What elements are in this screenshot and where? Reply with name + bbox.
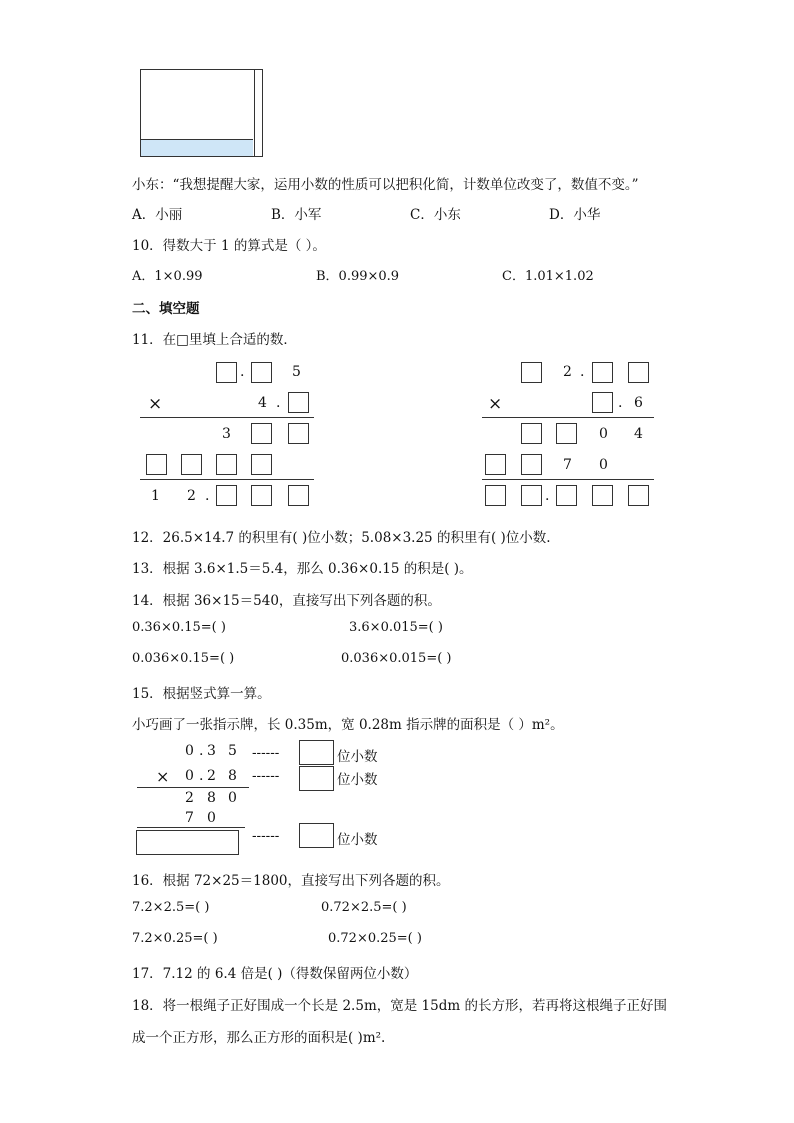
q10-option-b[interactable]: B．0.99×0.9 [316,269,400,284]
times-sign: × [488,394,503,414]
dash-leader: ------ [252,768,280,784]
q18-line2: 成一个正方形，那么正方形的面积是( )m². [132,1030,386,1046]
times-sign: × [156,767,170,786]
rectangle-figure [140,69,264,157]
dot: . [580,364,585,380]
rule [482,479,654,480]
product-answer-box[interactable] [136,830,239,855]
decimal-places-label: 位小数 [337,832,378,848]
q15-stem: 15．根据竖式算一算。 [132,686,271,702]
digit: 0 [599,457,608,473]
rule [137,787,249,788]
dot: . [276,395,281,411]
answer-box[interactable] [628,485,649,506]
digit: 4 [634,426,643,442]
dot: . [618,395,623,411]
q10-option-a[interactable]: A．1×0.99 [132,269,203,284]
q14-stem: 14．根据 36×15＝540，直接写出下列各题的积。 [132,593,441,609]
dot: . [240,364,245,380]
decimal-places-box[interactable] [299,740,334,765]
answer-box[interactable] [251,362,272,383]
answer-box[interactable] [485,485,506,506]
answer-box[interactable] [521,485,542,506]
answer-box[interactable] [216,454,237,475]
dot: . [545,488,550,504]
q9-option-d[interactable]: D．小华 [549,207,601,223]
q14-item-1[interactable]: 0.36×0.15=( ) [132,620,226,635]
answer-box[interactable] [485,454,506,475]
answer-box[interactable] [288,423,309,444]
digit: 8 [228,768,237,784]
rule [140,479,314,480]
answer-box[interactable] [251,485,272,506]
digit: 0 [599,426,608,442]
answer-box[interactable] [181,454,202,475]
digit: 3 [222,426,231,442]
digit: 3 [207,743,216,759]
digit: 8 [207,790,216,806]
q13-text: 13．根据 3.6×1.5＝5.4，那么 0.36×0.15 的积是( )。 [132,561,473,577]
decimal-places-label: 位小数 [337,749,378,765]
decimal-places-box[interactable] [299,823,334,848]
q18-line1: 18．将一根绳子正好围成一个长是 2.5m，宽是 15dm 的长方形，若再将这根绳子正好围 [132,998,667,1014]
q10-stem: 10．得数大于 1 的算式是（ ）。 [132,238,326,254]
answer-box[interactable] [216,362,237,383]
answer-box[interactable] [288,485,309,506]
q15-problem: 小巧画了一张指示牌，长 0.35m，宽 0.28m 指示牌的面积是（ ）m²。 [132,717,564,733]
answer-box[interactable] [288,392,309,413]
decimal-places-box[interactable] [299,766,334,791]
rule [137,827,245,828]
rule [482,417,654,418]
q16-item-2[interactable]: 0.72×2.5=( ) [321,900,407,915]
figure-shaded-strip [141,139,253,156]
answer-box[interactable] [251,423,272,444]
dot: . [199,768,204,784]
section-title: 二、填空题 [132,301,200,317]
q14-item-2[interactable]: 3.6×0.015=( ) [349,620,443,635]
digit: 0 [185,743,194,759]
digit: 7 [563,457,572,473]
answer-box[interactable] [521,423,542,444]
q12-text: 12．26.5×14.7 的积里有( )位小数；5.08×3.25 的积里有( )位小数. [132,530,551,546]
digit: 0 [228,790,237,806]
figure-side-strip [253,69,263,157]
answer-box[interactable] [146,454,167,475]
answer-box[interactable] [592,362,613,383]
digit: 2 [207,768,216,784]
dot: . [205,488,210,504]
dot: . [199,743,204,759]
answer-box[interactable] [592,392,613,413]
digit: 4 [258,395,267,411]
digit: 0 [207,810,216,826]
answer-box[interactable] [556,485,577,506]
answer-box[interactable] [521,454,542,475]
answer-box[interactable] [592,485,613,506]
q11-stem: 11．在□里填上合适的数． [132,332,297,348]
dash-leader: ------ [252,745,280,761]
q16-stem: 16．根据 72×25＝1800，直接写出下列各题的积。 [132,873,450,889]
digit: 5 [228,743,237,759]
digit: 6 [634,395,643,411]
q9-option-a[interactable]: A．小丽 [132,207,183,223]
q14-item-3[interactable]: 0.036×0.15=( ) [132,651,235,666]
answer-box[interactable] [628,362,649,383]
dash-leader: ------ [252,828,280,844]
decimal-places-label: 位小数 [337,772,378,788]
q9-option-b[interactable]: B．小军 [271,207,322,223]
times-sign: × [148,394,163,414]
q16-item-3[interactable]: 7.2×0.25=( ) [132,931,218,946]
digit: 2 [563,364,572,380]
q17-text: 17．7.12 的 6.4 倍是( )（得数保留两位小数） [132,966,418,982]
digit: 2 [187,488,196,504]
q9-statement: 小东：“我想提醒大家，运用小数的性质可以把积化简，计数单位改变了，数值不变。” [132,177,639,193]
digit: 1 [151,488,160,504]
answer-box[interactable] [521,362,542,383]
answer-box[interactable] [556,423,577,444]
rule [140,417,314,418]
q14-item-4[interactable]: 0.036×0.015=( ) [341,651,452,666]
digit: 0 [185,768,194,784]
q10-option-c[interactable]: C．1.01×1.02 [502,269,594,284]
answer-box[interactable] [216,485,237,506]
q9-option-c[interactable]: C．小东 [410,207,461,223]
digit: 2 [185,790,194,806]
q16-item-4[interactable]: 0.72×0.25=( ) [328,931,422,946]
digit: 5 [292,364,301,380]
answer-box[interactable] [251,454,272,475]
digit: 7 [185,810,194,826]
q16-item-1[interactable]: 7.2×2.5=( ) [132,900,210,915]
